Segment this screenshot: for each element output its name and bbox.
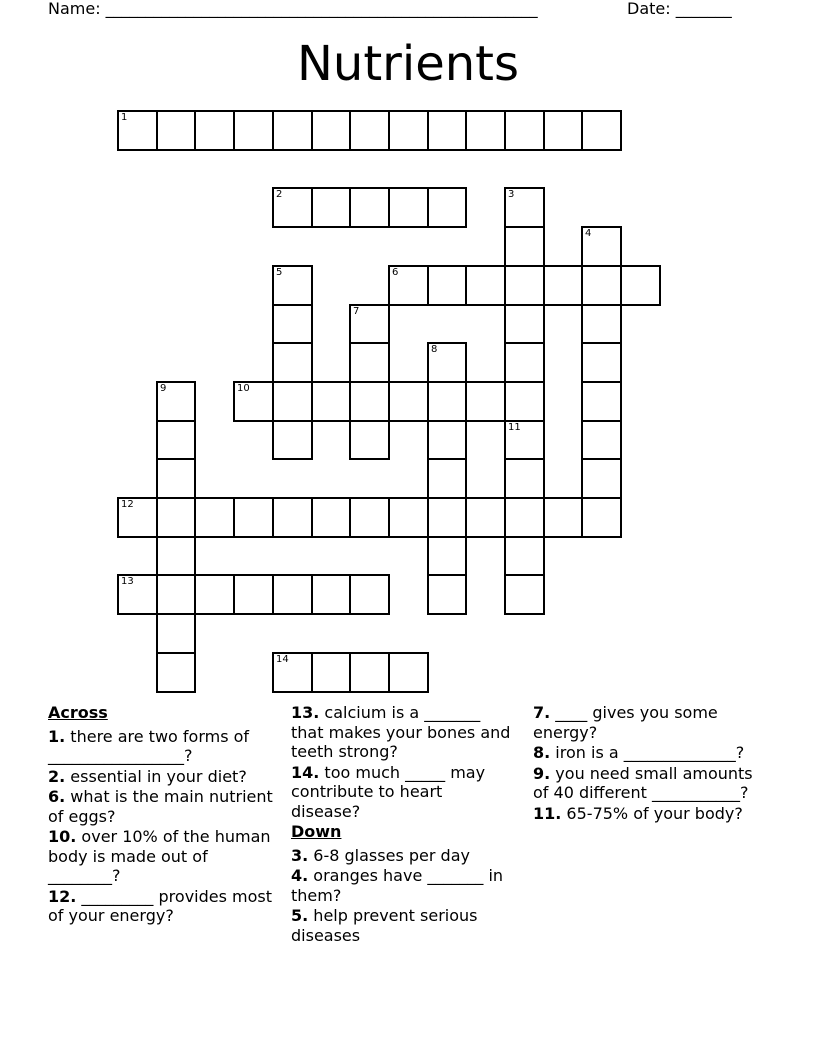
clue-text: _________ provides most of your energy? (48, 886, 273, 925)
clue-item (48, 827, 273, 886)
clue-item (48, 727, 273, 766)
clue-num: 10. (48, 827, 77, 846)
crossword-cell[interactable] (465, 497, 506, 538)
crossword-cell[interactable] (581, 497, 622, 538)
clue-num: 14. (291, 762, 320, 782)
crossword-cell[interactable] (311, 652, 351, 693)
crossword-cell[interactable] (349, 342, 390, 383)
crossword-cell[interactable] (194, 110, 235, 151)
crossword-cell[interactable] (504, 574, 545, 615)
crossword-cell[interactable] (388, 187, 429, 228)
crossword-cell[interactable] (272, 187, 313, 228)
crossword-cell[interactable] (504, 342, 545, 383)
crossword-cell[interactable] (427, 574, 467, 615)
clue-num: 4. (291, 866, 309, 885)
crossword-cell[interactable] (311, 110, 351, 151)
crossword-cell[interactable] (272, 381, 313, 422)
clue-column-3 (533, 703, 768, 824)
crossword-cell[interactable] (504, 458, 545, 499)
crossword-cell[interactable] (388, 381, 429, 422)
crossword-cell[interactable] (349, 110, 390, 151)
clue-item (291, 906, 516, 945)
crossword-cell[interactable] (427, 497, 467, 538)
crossword-cell[interactable] (543, 497, 583, 538)
clue-item (533, 703, 768, 742)
crossword-cell[interactable] (117, 497, 158, 538)
across-heading: Across (48, 703, 108, 722)
clue-text: what is the main nutrient of eggs? (48, 787, 273, 826)
crossword-cell[interactable] (427, 381, 467, 422)
clue-num: 1. (48, 726, 66, 746)
crossword-cell[interactable] (427, 110, 467, 151)
crossword-cell[interactable] (349, 304, 390, 344)
crossword-cell[interactable] (272, 304, 313, 344)
clue-text: too much _____ may contribute to heart disease? (291, 762, 486, 821)
crossword-cell[interactable] (427, 342, 467, 383)
clue-text: essential in your diet? (65, 766, 247, 786)
date-field-label: Date: _______ (627, 0, 732, 18)
crossword-cell[interactable] (543, 110, 583, 151)
clue-number: 14 (276, 654, 289, 665)
clue-num: 11. (533, 803, 562, 823)
crossword-cell[interactable] (272, 652, 313, 693)
crossword-cell[interactable] (272, 110, 313, 151)
clue-item (533, 743, 768, 763)
crossword-cell[interactable] (349, 574, 390, 615)
crossword-cell[interactable] (272, 420, 313, 460)
crossword-cell[interactable] (156, 420, 196, 460)
crossword-cell[interactable] (156, 536, 196, 576)
clue-text: oranges have _______ in them? (291, 866, 504, 905)
crossword-cell[interactable] (581, 420, 622, 460)
clue-text: calcium is a _______ that makes your bones and teeth strong? (291, 703, 511, 761)
clue-number: 11 (508, 422, 521, 433)
crossword-cell[interactable] (581, 226, 622, 267)
crossword-cell[interactable] (504, 265, 545, 306)
crossword-cell[interactable] (311, 574, 351, 615)
crossword-cell[interactable] (504, 110, 545, 151)
crossword-cell[interactable] (465, 265, 506, 306)
crossword-cell[interactable] (156, 652, 196, 693)
crossword-cell[interactable] (581, 265, 622, 306)
crossword-cell[interactable] (233, 381, 274, 422)
crossword-cell[interactable] (581, 304, 622, 344)
page-title: Nutrients (297, 36, 519, 92)
crossword-cell[interactable] (581, 110, 622, 151)
clue-number: 6 (392, 267, 399, 278)
crossword-cell[interactable] (156, 574, 196, 615)
clue-item (291, 866, 516, 905)
crossword-cell[interactable] (543, 265, 583, 306)
clue-item (48, 787, 273, 826)
crossword-cell[interactable] (156, 458, 196, 499)
clue-number: 5 (276, 267, 283, 278)
crossword-cell[interactable] (194, 574, 235, 615)
crossword-cell[interactable] (311, 497, 351, 538)
clue-num: 6. (48, 787, 66, 806)
clue-text: 6-8 glasses per day (308, 845, 470, 865)
crossword-cell[interactable] (427, 420, 467, 460)
clue-number: 8 (431, 344, 438, 355)
clue-num: 12. (48, 886, 77, 906)
crossword-cell[interactable] (349, 381, 390, 422)
clue-item (533, 804, 768, 824)
clue-number: 9 (160, 383, 167, 394)
clue-num: 2. (48, 766, 66, 786)
clue-number: 10 (237, 383, 250, 394)
crossword-cell[interactable] (156, 110, 196, 151)
clue-text: you need small amounts of 40 different ___________? (533, 763, 753, 802)
crossword-cell[interactable] (272, 497, 313, 538)
crossword-cell[interactable] (156, 613, 196, 654)
clue-item (533, 764, 768, 803)
crossword-cell[interactable] (504, 304, 545, 344)
clue-number: 7 (353, 306, 360, 317)
clue-item (291, 763, 516, 822)
crossword-cell[interactable] (581, 381, 622, 422)
crossword-cell[interactable] (581, 342, 622, 383)
crossword-cell[interactable] (349, 420, 390, 460)
crossword-cell[interactable] (504, 226, 545, 267)
crossword-cell[interactable] (620, 265, 661, 306)
crossword-cell[interactable] (504, 381, 545, 422)
clue-num: 8. (533, 743, 551, 762)
clue-number: 1 (121, 112, 128, 123)
clue-number: 13 (121, 576, 134, 587)
crossword-cell[interactable] (156, 497, 196, 538)
crossword-cell[interactable] (349, 497, 390, 538)
crossword-cell[interactable] (427, 458, 467, 499)
clue-text: there are two forms of _________________? (48, 726, 250, 765)
crossword-cell[interactable] (504, 420, 545, 460)
clue-text: help prevent serious diseases (291, 906, 478, 945)
clue-number: 12 (121, 499, 134, 510)
crossword-cell[interactable] (311, 381, 351, 422)
crossword-cell[interactable] (233, 110, 274, 151)
crossword-cell[interactable] (388, 497, 429, 538)
crossword-cell[interactable] (194, 497, 235, 538)
crossword-cell[interactable] (233, 574, 274, 615)
crossword-cell[interactable] (349, 187, 390, 228)
clue-number: 4 (585, 228, 592, 239)
crossword-cell[interactable] (504, 497, 545, 538)
clue-text: ____ gives you some energy? (533, 703, 718, 742)
clue-item (48, 887, 273, 926)
crossword-cell[interactable] (272, 574, 313, 615)
crossword-cell[interactable] (427, 187, 467, 228)
clue-item (48, 767, 273, 787)
clue-item (291, 703, 516, 762)
clue-column-2 (291, 703, 516, 946)
crossword-cell[interactable] (504, 536, 545, 576)
clue-item (291, 846, 516, 866)
clue-num: 13. (291, 703, 320, 722)
crossword-cell[interactable] (581, 458, 622, 499)
name-field-label: Name: ______________________________________________________ (48, 0, 538, 18)
clue-text: over 10% of the human body is made out of ________? (48, 827, 271, 885)
crossword-cell[interactable] (156, 381, 196, 422)
crossword-cell[interactable] (117, 574, 158, 615)
crossword-cell[interactable] (311, 187, 351, 228)
clue-num: 5. (291, 906, 309, 925)
crossword-cell[interactable] (233, 497, 274, 538)
clue-text: 65-75% of your body? (561, 803, 743, 823)
clue-column-1 (48, 703, 273, 927)
crossword-cell[interactable] (272, 265, 313, 306)
crossword-cell[interactable] (465, 381, 506, 422)
crossword-cell[interactable] (388, 110, 429, 151)
clue-number: 2 (276, 189, 283, 200)
crossword-cell[interactable] (427, 265, 467, 306)
crossword-cell[interactable] (465, 110, 506, 151)
crossword-cell[interactable] (388, 652, 429, 693)
clue-number: 3 (508, 189, 515, 200)
clue-num: 3. (291, 845, 309, 865)
crossword-cell[interactable] (272, 342, 313, 383)
crossword-cell[interactable] (504, 187, 545, 228)
crossword-cell[interactable] (117, 110, 158, 151)
clue-text: iron is a ______________? (550, 743, 745, 762)
down-heading: Down (291, 822, 342, 841)
crossword-cell[interactable] (427, 536, 467, 576)
crossword-cell[interactable] (388, 265, 429, 306)
crossword-cell[interactable] (349, 652, 390, 693)
clue-num: 9. (533, 763, 551, 783)
clue-num: 7. (533, 703, 551, 722)
